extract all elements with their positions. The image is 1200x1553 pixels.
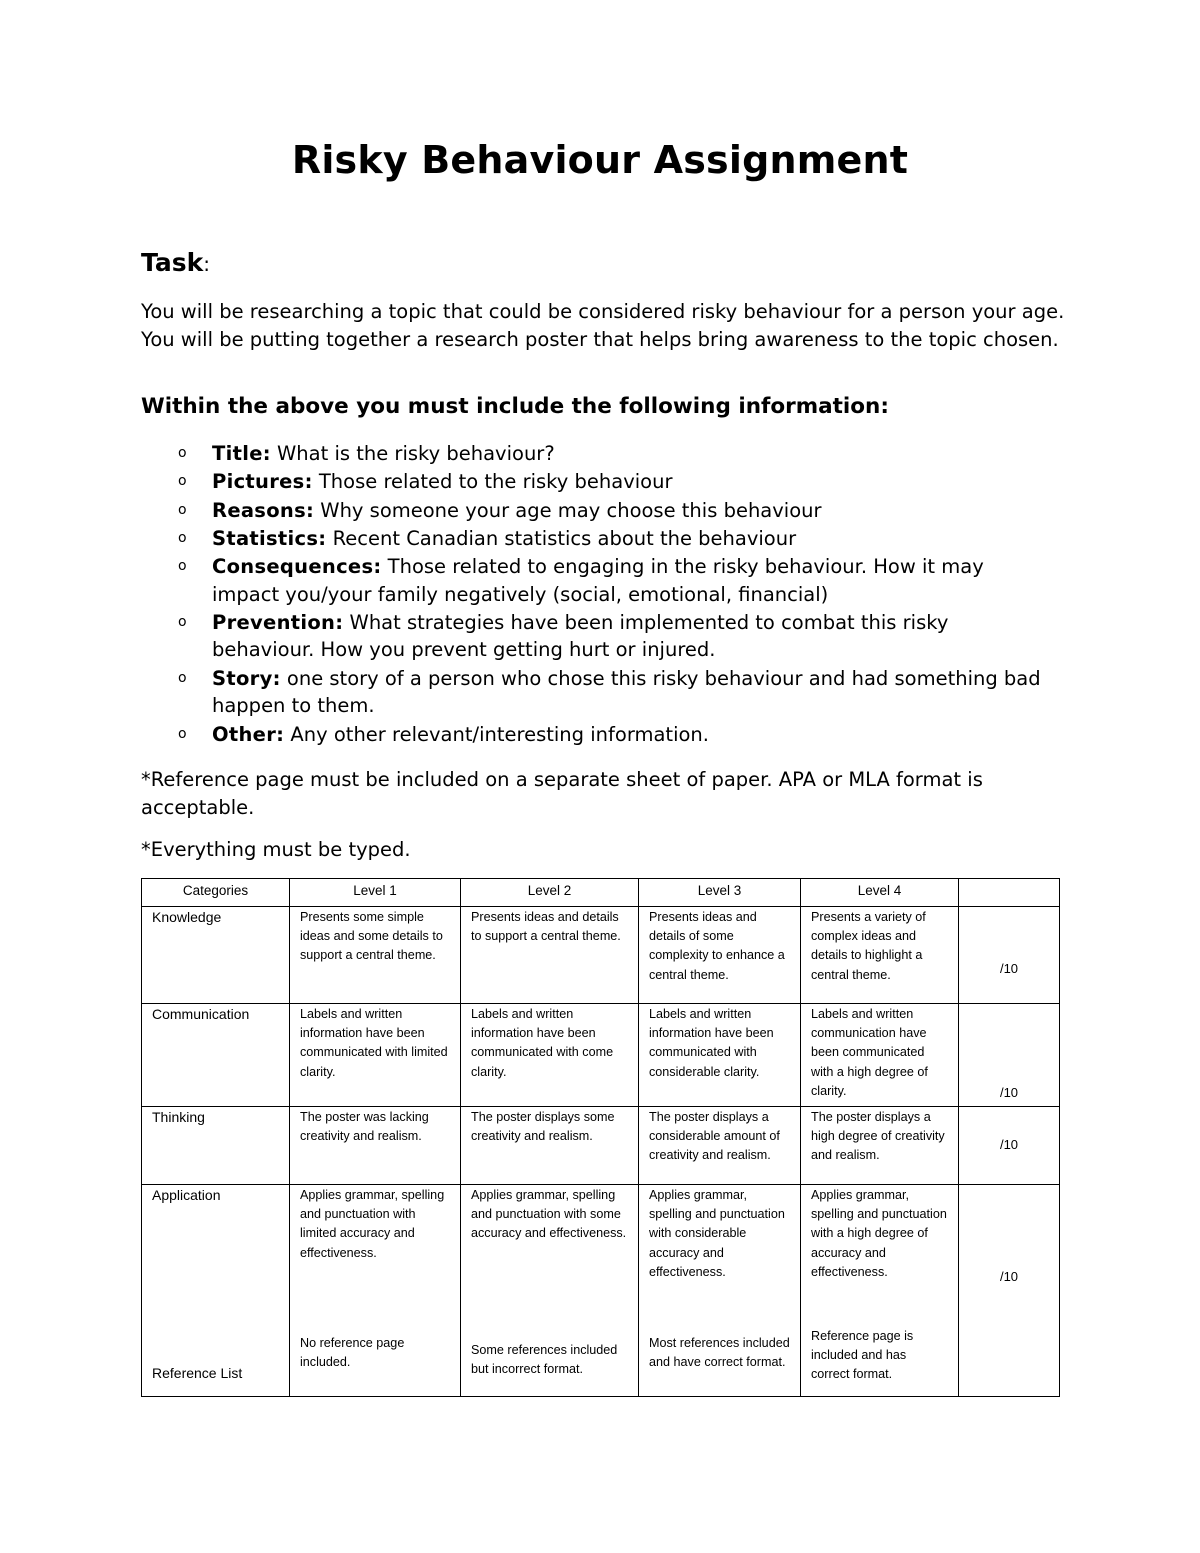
rubric-table	[141, 878, 1060, 1397]
requirement-text: What is the risky behaviour?	[270, 442, 555, 465]
requirement-text: one story of a person who chose this risky behaviour and had something bad happen to them.	[212, 666, 1041, 718]
table-row	[142, 907, 1060, 1004]
typed-note: *Everything must be typed.	[141, 838, 411, 861]
page-title: Risky Behaviour Assignment	[291, 138, 909, 182]
level-cell: Labels and written information have been communicated with come clarity.	[461, 1004, 639, 1107]
level-cell: Labels and written information have been communicated with limited clarity.	[290, 1004, 461, 1107]
requirement-text: Any other relevant/interesting information.	[284, 722, 709, 746]
reference-list-label: Reference List	[152, 1364, 243, 1381]
bullet-icon: o	[178, 725, 187, 742]
column-header: Level 4	[801, 879, 959, 907]
requirement-label: Prevention:	[212, 610, 344, 634]
bullet-icon: o	[178, 613, 187, 630]
reference-level-text: Most references included and have correct format.	[649, 1336, 790, 1370]
application-level-text: Applies grammar, spelling and punctuation with limited accuracy and effectiveness.	[300, 1188, 445, 1260]
column-header: Level 2	[461, 879, 639, 907]
column-header: Categories	[142, 879, 290, 907]
level-cell	[290, 1185, 461, 1397]
table-row	[142, 1185, 1060, 1397]
bullet-icon: o	[178, 669, 187, 686]
category-cell: Thinking	[142, 1107, 290, 1185]
bullet-icon: o	[178, 529, 187, 546]
column-header	[959, 879, 1060, 907]
reference-level-text: Reference page is included and has correct format.	[811, 1329, 914, 1382]
bullet-icon: o	[178, 501, 187, 518]
level-cell: Presents some simple ideas and some details to support a central theme.	[290, 907, 461, 1004]
reference-level-text: Some references included but incorrect format.	[471, 1343, 618, 1377]
score-cell: /10	[959, 1107, 1060, 1185]
requirement-label: Title:	[212, 442, 271, 465]
task-intro-paragraph: You will be researching a topic that could be considered risky behaviour for a person your age. You will be putting together a research poster that helps bring awareness to the topic chosen.	[141, 300, 1065, 351]
column-header: Level 3	[639, 879, 801, 907]
category-cell: Knowledge	[142, 907, 290, 1004]
requirement-text: Why someone your age may choose this behaviour	[314, 498, 822, 522]
level-cell	[639, 1185, 801, 1397]
requirement-text: Those related to engaging in the risky behaviour. How it may impact you/your family negatively (social, emotional, financial)	[212, 555, 984, 606]
requirement-label: Reasons:	[212, 498, 315, 522]
level-cell: Presents a variety of complex ideas and details to highlight a central theme.	[801, 907, 959, 1004]
bullet-icon: o	[178, 558, 187, 575]
requirements-list	[141, 440, 1041, 749]
bullet-icon: o	[178, 445, 187, 461]
application-level-text: Applies grammar, spelling and punctuation with some accuracy and effectiveness.	[471, 1188, 627, 1241]
category-cell	[142, 1185, 290, 1397]
level-cell: Presents ideas and details of some complexity to enhance a central theme.	[639, 907, 801, 1004]
category-cell: Communication	[142, 1004, 290, 1107]
requirement-text: Recent Canadian statistics about the behaviour	[326, 526, 797, 550]
level-cell	[801, 1185, 959, 1397]
requirement-label: Statistics:	[212, 526, 327, 550]
requirement-label: Consequences:	[212, 555, 382, 579]
level-cell: Labels and written communication have been communicated with a high degree of clarity.	[801, 1004, 959, 1107]
requirement-label: Pictures:	[212, 470, 313, 494]
list-item	[141, 525, 1041, 553]
list-item	[141, 721, 1041, 749]
column-header: Level 1	[290, 879, 461, 907]
reference-level-text: No reference page included.	[300, 1336, 405, 1370]
level-cell: The poster was lacking creativity and realism.	[290, 1107, 461, 1185]
reference-note: *Reference page must be included on a separate sheet of paper. APA or MLA format is acceptable.	[141, 768, 983, 819]
list-item	[141, 468, 1041, 496]
level-cell: Presents ideas and details to support a central theme.	[461, 907, 639, 1004]
task-heading	[141, 248, 210, 277]
table-row	[142, 1107, 1060, 1185]
task-heading-colon: :	[203, 252, 210, 276]
requirement-text: Those related to the risky behaviour	[312, 470, 673, 494]
category-label: Application	[152, 1187, 221, 1203]
application-level-text: Applies grammar, spelling and punctuation with considerable accuracy and effectiveness.	[649, 1188, 785, 1279]
bullet-icon: o	[178, 473, 187, 490]
level-cell: The poster displays some creativity and realism.	[461, 1107, 639, 1185]
list-item	[141, 440, 1041, 468]
table-header-row	[142, 879, 1060, 907]
score-cell: /10	[959, 1185, 1060, 1397]
list-item	[141, 665, 1041, 720]
list-item	[141, 553, 1041, 608]
requirement-label: Story:	[212, 666, 281, 690]
level-cell: Labels and written information have been communicated with considerable clarity.	[639, 1004, 801, 1107]
list-item	[141, 609, 1041, 664]
score-cell: /10	[959, 1004, 1060, 1107]
level-cell: The poster displays a considerable amount of creativity and realism.	[639, 1107, 801, 1185]
table-row	[142, 1004, 1060, 1107]
score-cell: /10	[959, 907, 1060, 1004]
task-heading-text: Task	[141, 248, 204, 277]
level-cell: The poster displays a high degree of creativity and realism.	[801, 1107, 959, 1185]
application-level-text: Applies grammar, spelling and punctuation with a high degree of accuracy and effectiveness.	[811, 1188, 947, 1279]
requirement-text: What strategies have been implemented to combat this risky behaviour. How you prevent getting hurt or injured.	[212, 610, 949, 662]
requirements-heading: Within the above you must include the following information:	[141, 394, 889, 419]
requirement-label: Other:	[212, 722, 285, 746]
level-cell	[461, 1185, 639, 1397]
list-item	[141, 497, 1041, 525]
